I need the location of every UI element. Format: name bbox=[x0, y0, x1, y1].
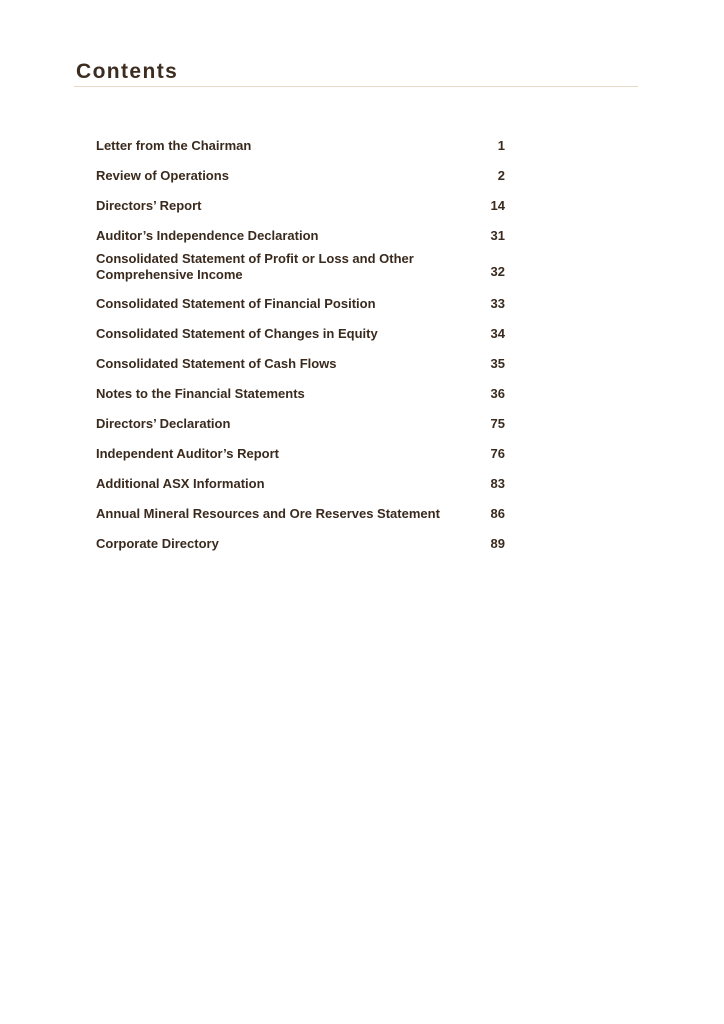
toc-entry-page: 31 bbox=[490, 228, 505, 243]
table-of-contents bbox=[96, 138, 508, 566]
toc-entry-page: 35 bbox=[490, 356, 505, 371]
toc-entry-review-of-operations[interactable] bbox=[96, 168, 508, 198]
toc-entry-page: 33 bbox=[490, 296, 505, 311]
toc-entry-additional-asx-information[interactable] bbox=[96, 476, 508, 506]
toc-entry-title: Additional ASX Information bbox=[96, 476, 265, 491]
toc-entry-title: Consolidated Statement of Cash Flows bbox=[96, 356, 337, 371]
toc-entry-title: Notes to the Financial Statements bbox=[96, 386, 305, 401]
title-divider bbox=[74, 86, 638, 87]
toc-entry-statement-of-cash-flows[interactable] bbox=[96, 356, 508, 386]
toc-entry-page: 89 bbox=[490, 536, 505, 551]
toc-entry-independent-auditors-report[interactable] bbox=[96, 446, 508, 476]
toc-entry-page: 1 bbox=[497, 138, 505, 153]
toc-entry-title: Letter from the Chairman bbox=[96, 138, 252, 153]
toc-entry-corporate-directory[interactable] bbox=[96, 536, 508, 566]
toc-entry-statement-of-profit-or-loss[interactable] bbox=[96, 251, 508, 297]
toc-entry-page: 34 bbox=[490, 326, 505, 341]
toc-entry-title: Consolidated Statement of Financial Position bbox=[96, 296, 376, 311]
toc-entry-page: 14 bbox=[490, 198, 505, 213]
toc-entry-title: Auditor’s Independence Declaration bbox=[96, 228, 319, 243]
toc-entry-title: Consolidated Statement of Profit or Loss and Other Comprehensive Income bbox=[96, 251, 414, 282]
toc-entry-title: Annual Mineral Resources and Ore Reserves Statement bbox=[96, 506, 440, 521]
toc-entry-letter-from-chairman[interactable] bbox=[96, 138, 508, 168]
toc-entry-statement-of-financial-position[interactable] bbox=[96, 296, 508, 326]
toc-entry-mineral-resources-statement[interactable] bbox=[96, 506, 508, 536]
toc-entry-title: Corporate Directory bbox=[96, 536, 219, 551]
toc-entry-directors-report[interactable] bbox=[96, 198, 508, 228]
toc-entry-notes-to-financial-statements[interactable] bbox=[96, 386, 508, 416]
toc-entry-title: Consolidated Statement of Changes in Equity bbox=[96, 326, 378, 341]
toc-entry-directors-declaration[interactable] bbox=[96, 416, 508, 446]
toc-entry-page: 86 bbox=[490, 506, 505, 521]
toc-entry-statement-of-changes-in-equity[interactable] bbox=[96, 326, 508, 356]
toc-entry-page: 76 bbox=[490, 446, 505, 461]
toc-entry-page: 32 bbox=[490, 263, 505, 279]
toc-entry-title: Directors’ Declaration bbox=[96, 416, 231, 431]
toc-entry-title: Directors’ Report bbox=[96, 198, 202, 213]
toc-entry-page: 36 bbox=[490, 386, 505, 401]
toc-entry-page: 83 bbox=[490, 476, 505, 491]
toc-entry-title: Independent Auditor’s Report bbox=[96, 446, 279, 461]
toc-entry-page: 2 bbox=[497, 168, 505, 183]
page-title: Contents bbox=[76, 60, 179, 83]
toc-entry-page: 75 bbox=[490, 416, 505, 431]
toc-entry-title: Review of Operations bbox=[96, 168, 229, 183]
